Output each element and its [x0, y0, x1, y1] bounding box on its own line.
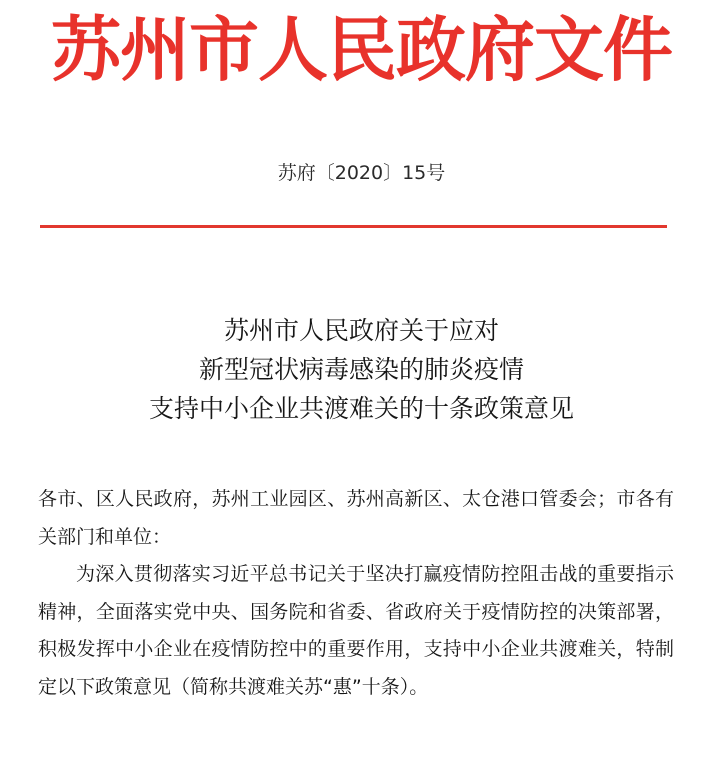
title-line-1: 苏州市人民政府关于应对: [223, 316, 499, 345]
document-body: [38, 481, 674, 706]
title-line-3: 支持中小企业共渡难关的十条政策意见: [148, 394, 574, 423]
document-title: [0, 311, 723, 428]
body-paragraph-1: 为深入贯彻落实习近平总书记关于坚决打赢疫情防控阻击战的重要指示精神，全面落实党中央、国务院和省委、省政府关于疫情防控的决策部署，积极发挥中小企业在疫情防控中的重要作用，支持中小企业共渡难关，特制定以下政策意见（简称共渡难关苏“惠”十条）。: [38, 563, 674, 698]
addressees-paragraph: 各市、区人民政府，苏州工业园区、苏州高新区、太仓港口管委会；市各有关部门和单位：: [38, 488, 674, 548]
red-divider-line: [40, 225, 667, 228]
title-line-2: 新型冠状病毒感染的肺炎疫情: [198, 355, 524, 384]
document-number: 苏府〔2020〕15号: [277, 162, 446, 184]
letterhead-title: 苏州市人民政府文件: [51, 8, 672, 91]
